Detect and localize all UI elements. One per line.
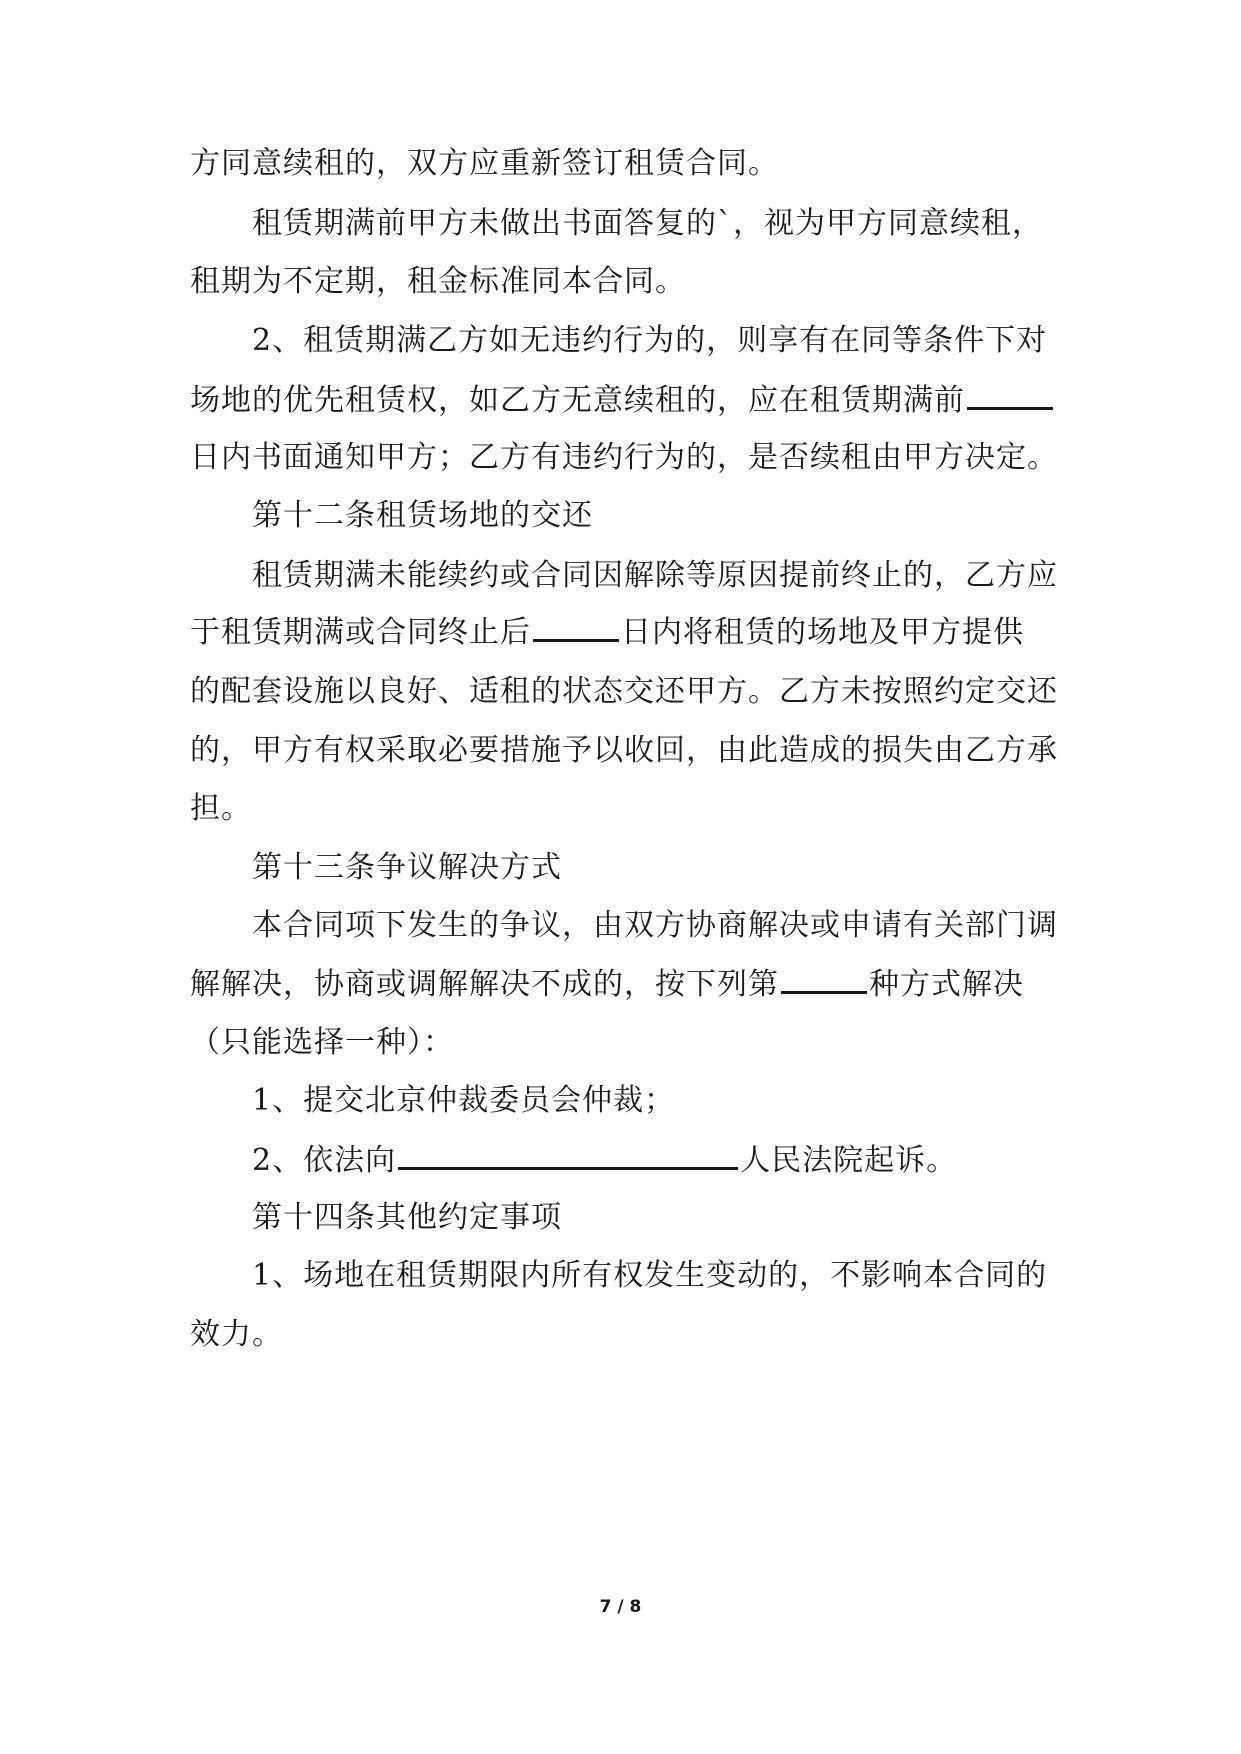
- text: 种方式解决: [869, 967, 1024, 1002]
- text: 2、租赁期满乙方如无违约行为的，则享有在同等条件下对: [252, 323, 1048, 358]
- list-item: [252, 1081, 1132, 1121]
- text: 2、依法向: [252, 1143, 397, 1178]
- text: 日内将租赁的场地及甲方提供: [621, 615, 1024, 650]
- paragraph-line: [252, 556, 1132, 596]
- text: 的，甲方有权采取必要措施予以收回，由此造成的损失由乙方承: [190, 733, 1058, 768]
- paragraph-line: [252, 906, 1132, 946]
- text: 日内书面通知甲方；乙方有违约行为的，是否续租由甲方决定。: [190, 440, 1058, 475]
- paragraph-line: [190, 613, 1070, 653]
- text: 第十二条租赁场地的交还: [252, 498, 593, 533]
- fill-in-blank[interactable]: [398, 1141, 738, 1170]
- paragraph-line: [252, 321, 1132, 361]
- text: 第十四条其他约定事项: [252, 1200, 562, 1235]
- paragraph-line: [190, 381, 1070, 421]
- text: 场地的优先租赁权，如乙方无意续租的，应在租赁期满前: [190, 383, 965, 418]
- text: 解解决，协商或调解解决不成的，按下列第: [190, 967, 779, 1002]
- paragraph-line: [190, 731, 1070, 771]
- paragraph-line: [252, 204, 1132, 244]
- text: 本合同项下发生的争议，由双方协商解决或申请有关部门调: [252, 908, 1058, 943]
- paragraph-line: [190, 1315, 1070, 1355]
- text: 人民法院起诉。: [740, 1143, 958, 1178]
- paragraph-line: [190, 672, 1070, 712]
- fill-in-blank[interactable]: [533, 613, 619, 642]
- text: 1、提交北京仲裁委员会仲裁；: [252, 1083, 676, 1118]
- text: 1、场地在租赁期限内所有权发生变动的，不影响本合同的: [252, 1258, 1048, 1293]
- section-heading: [252, 1198, 1132, 1238]
- text: 第十三条争议解决方式: [252, 850, 562, 885]
- paragraph-line: [190, 965, 1070, 1005]
- text: 于租赁期满或合同终止后: [190, 615, 531, 650]
- text: 方同意续租的，双方应重新签订租赁合同。: [190, 146, 779, 181]
- paragraph-line: [190, 789, 1070, 829]
- fill-in-blank[interactable]: [967, 381, 1053, 410]
- text: 租期为不定期，租金标准同本合同。: [190, 264, 686, 299]
- paragraph-line: [190, 438, 1070, 478]
- paragraph-line: [190, 1023, 1070, 1063]
- paragraph-line: [190, 144, 1070, 184]
- text: （只能选择一种）：: [190, 1025, 454, 1060]
- text: 担。: [190, 791, 252, 826]
- section-heading: [252, 496, 1132, 536]
- text: 的配套设施以良好、适租的状态交还甲方。乙方未按照约定交还: [190, 674, 1058, 709]
- list-item: [252, 1256, 1132, 1296]
- text: 租赁期满未能续约或合同因解除等原因提前终止的，乙方应: [252, 558, 1058, 593]
- paragraph-line: [190, 262, 1070, 302]
- list-item: [252, 1141, 1132, 1181]
- page-number: 7 / 8: [599, 1597, 642, 1617]
- text: 效力。: [190, 1317, 283, 1352]
- fill-in-blank[interactable]: [781, 965, 867, 994]
- text: 租赁期满前甲方未做出书面答复的`，视为甲方同意续租，: [252, 206, 1043, 241]
- section-heading: [252, 848, 1132, 888]
